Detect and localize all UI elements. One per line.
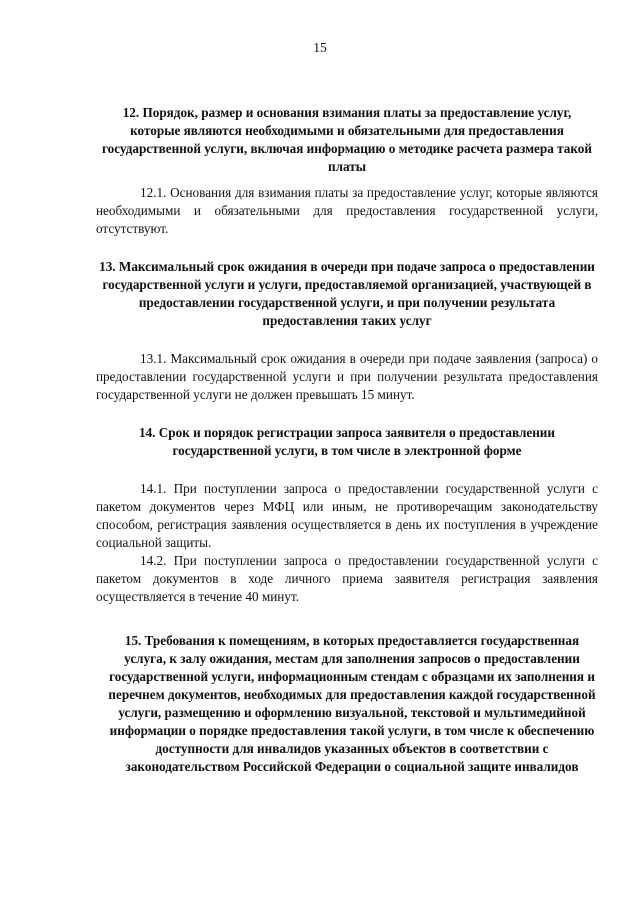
section-14-paragraph-2: 14.2. При поступлении запроса о предоставлении государственной услуги с пакетом документов в ходе личного приема заявителя регистрация заявления осуществляется в течение 40 минут. xyxy=(96,553,598,604)
page-number: 15 xyxy=(313,40,327,55)
section-14-paragraph-1: 14.1. При поступлении запроса о предоставлении государственной услуги с пакетом документов через МФЦ или иным, не противоречащим законодательству способом, регистрация заявления осуществляется в день их поступления в учреждение социальной защиты. xyxy=(96,481,598,550)
section-13-paragraph-1: 13.1. Максимальный срок ожидания в очереди при подаче заявления (запроса) о предоставлении государственной услуги и при получении результата предоставления государственной услуги не должен превышать 15 минут. xyxy=(96,351,598,402)
section-12-paragraph-1: 12.1. Основания для взимания платы за предоставление услуг, которые являются необходимыми и обязательными для предоставления государственной услуги, отсутствуют. xyxy=(96,185,598,236)
section-13-heading: 13. Максимальный срок ожидания в очереди при подаче запроса о предоставлении государственной услуги и услуги, предоставляемой организацией, участвующей в предоставлении государственной услуги, и при получении результата предоставления таких услуг xyxy=(99,259,595,328)
document-body xyxy=(96,104,598,776)
section-15-heading: 15. Требования к помещениям, в которых предоставляется государственная услуга, к залу ожидания, местам для заполнения запросов о предоставлении государственной услуги, информационным стендам с образцами их заполнения и перечнем документов, необходимых для предоставления каждой государственной услуги, размещению и оформлению визуальной, текстовой и мультимедийной информации о порядке предоставления такой услуги, в том числе к обеспечению доступности для инвалидов указанных объектов в соответствии с законодательством Российской Федерации о социальной защите инвалидов xyxy=(108,633,596,774)
section-12-heading: 12. Порядок, размер и основания взимания платы за предоставление услуг, которые являются необходимыми и обязательными для предоставления государственной услуги, включая информацию о методике расчета размера такой платы xyxy=(102,105,592,174)
section-14-heading: 14. Срок и порядок регистрации запроса заявителя о предоставлении государственной услуги, в том числе в электронной форме xyxy=(138,425,556,458)
